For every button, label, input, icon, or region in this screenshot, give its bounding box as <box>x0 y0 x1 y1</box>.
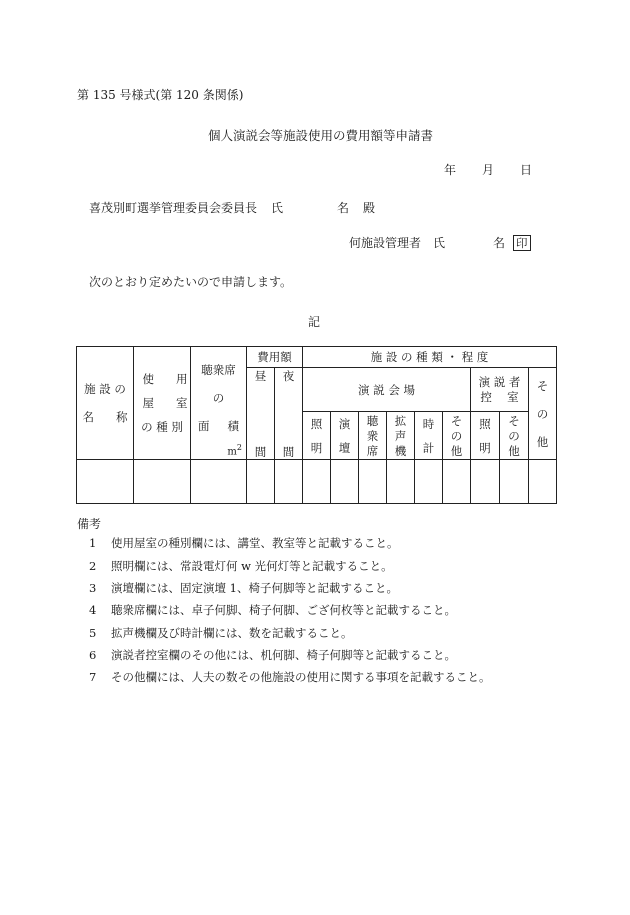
cell-night-cost[interactable] <box>275 460 303 504</box>
room-type-oku: 屋 <box>142 396 154 410</box>
note-item: 3 演壇欄には、固定演壇 1、椅子何脚等と記載すること。 <box>89 581 398 595</box>
cell-podium[interactable] <box>331 460 359 504</box>
header-facility-name <box>77 347 134 460</box>
note-item: 5 拡声機欄及び時計欄には、数を記載すること。 <box>89 626 353 640</box>
header-waiting-room: 演 説 者 控 室 <box>471 368 529 412</box>
document-title: 個人演説会等施設使用の費用額等申請書 <box>208 128 434 143</box>
note-item: 6 演説者控室欄のその他には、机何脚、椅子何脚等と記載すること。 <box>89 648 456 662</box>
header-day: 昼 間 <box>247 368 275 460</box>
header-venue: 演 説 会 場 <box>303 368 471 412</box>
cell-audience-seats[interactable] <box>359 460 387 504</box>
intro-text: 次のとおり定めたいので申請します。 <box>89 275 293 289</box>
manager-mei: 名 <box>493 236 506 250</box>
room-type-you: 用 <box>176 372 188 386</box>
manager-shi: 氏 <box>433 236 446 250</box>
ki-heading: 記 <box>308 315 321 329</box>
note-item: 1 使用屋室の種別欄には、講堂、教室等と記載すること。 <box>89 536 399 550</box>
header-other-main: そ の 他 <box>529 368 557 460</box>
header-cost: 費用額 <box>247 347 303 368</box>
cell-lighting[interactable] <box>303 460 331 504</box>
date-year: 年 <box>444 163 457 177</box>
cell-audience-area[interactable] <box>191 460 247 504</box>
cell-facility-name[interactable] <box>77 460 134 504</box>
notes-heading: 備考 <box>77 517 102 531</box>
header-loudspeaker: 拡 声 機 <box>387 412 415 460</box>
date-day: 日 <box>520 163 533 177</box>
note-item: 7 その他欄には、人夫の数その他施設の使用に関する事項を記載すること。 <box>89 670 491 684</box>
cell-venue-other[interactable] <box>443 460 471 504</box>
form-number: 第 135 号様式(第 120 条関係) <box>77 88 244 102</box>
audience-area-men: 面 <box>198 419 210 433</box>
header-audience-area <box>191 347 247 460</box>
addressee-den: 殿 <box>363 201 376 215</box>
cell-clock[interactable] <box>415 460 443 504</box>
table-entry-row <box>77 460 557 504</box>
addressee-shi: 氏 <box>271 201 284 215</box>
cell-room-other[interactable] <box>500 460 529 504</box>
header-lighting: 照 明 <box>303 412 331 460</box>
facility-name-na: 名 <box>82 410 94 424</box>
header-night: 夜 間 <box>275 368 303 460</box>
audience-area-seki: 積 <box>227 419 239 433</box>
room-type-shitsu: 室 <box>176 396 188 410</box>
header-facility-kind: 施 設 の 種 類 ・ 程 度 <box>303 347 557 368</box>
room-type-shubetsu: の 種 別 <box>141 420 183 434</box>
audience-area-no: の <box>212 391 225 405</box>
cell-loudspeaker[interactable] <box>387 460 415 504</box>
audience-area-line1: 聴衆席 <box>201 363 236 377</box>
area-unit: $m^2$ <box>227 442 242 457</box>
note-item: 4 聴衆席欄には、卓子何脚、椅子何脚、ござ何枚等と記載すること。 <box>89 603 456 617</box>
header-audience-seats: 聴 衆 席 <box>359 412 387 460</box>
header-podium: 演 壇 <box>331 412 359 460</box>
addressee-org: 喜茂別町選挙管理委員会委員長 <box>89 201 258 215</box>
addressee-line <box>89 199 375 216</box>
room-type-shi: 使 <box>142 372 154 386</box>
header-venue-other: そ の 他 <box>443 412 471 460</box>
note-item: 2 照明欄には、常設電灯何 w 光何灯等と記載すること。 <box>89 559 393 573</box>
manager-label: 何施設管理者 <box>349 236 422 250</box>
addressee-mei: 名 <box>337 201 350 215</box>
seal-mark: 印 <box>513 235 531 251</box>
date-line <box>444 161 532 178</box>
facility-name-line1: 施 設 の <box>84 382 126 396</box>
cell-day-cost[interactable] <box>247 460 275 504</box>
header-room-other: そ の 他 <box>500 412 529 460</box>
header-room-lighting: 照 明 <box>471 412 500 460</box>
cell-other-main[interactable] <box>529 460 557 504</box>
header-room-type <box>134 347 191 460</box>
application-table <box>76 346 557 504</box>
manager-line <box>349 234 531 251</box>
cell-room-type[interactable] <box>134 460 191 504</box>
cell-room-lighting[interactable] <box>471 460 500 504</box>
facility-name-sho: 称 <box>116 410 128 424</box>
date-month: 月 <box>482 163 495 177</box>
header-clock: 時 計 <box>415 412 443 460</box>
